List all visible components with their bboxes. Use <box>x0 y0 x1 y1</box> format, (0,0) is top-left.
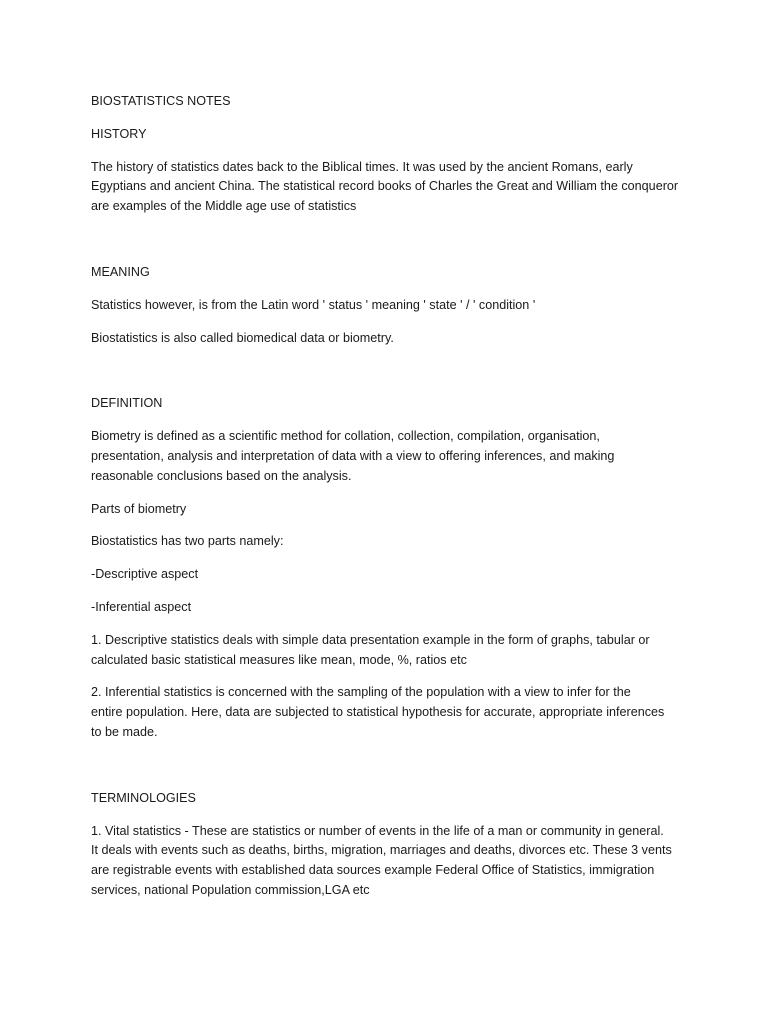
parts-heading <box>91 500 691 520</box>
text-line: Egyptians and ancient China. The statistical record books of Charles the Great and William the conqueror <box>91 179 679 194</box>
text-line: are examples of the Middle age use of statistics <box>91 199 357 214</box>
text-line: reasonable conclusions based on the analysis. <box>91 468 352 483</box>
part-descriptive <box>91 565 691 585</box>
heading-terminologies: TERMINOLOGIES <box>91 790 196 805</box>
text-line: 1. Descriptive statistics deals with simple data presentation example in the form of graphs, tabular or <box>91 632 650 647</box>
text-line: -Descriptive aspect <box>91 567 199 582</box>
heading-definition: DEFINITION <box>91 396 163 411</box>
text-line: 1. Vital statistics - These are statistics or number of events in the life of a man or community in general. <box>91 823 664 838</box>
text-line: Biometry is defined as a scientific method for collation, collection, compilation, organisation, <box>91 429 600 444</box>
text-line: It deals with events such as deaths, births, migration, marriages and deaths, divorces etc. These 3 vents <box>91 843 672 858</box>
paragraph-meaning-alias <box>91 329 691 349</box>
paragraph-descriptive <box>91 631 691 671</box>
text-line: entire population. Here, data are subjected to statistical hypothesis for accurate, appropriate inferences <box>91 705 665 720</box>
text-line: are registrable events with established data sources example Federal Office of Statistics, immigration <box>91 863 655 878</box>
heading-history: HISTORY <box>91 126 147 141</box>
text-line: Biostatistics is also called biomedical data or biometry. <box>91 330 394 345</box>
paragraph-definition <box>91 427 691 486</box>
text-line: The history of statistics dates back to the Biblical times. It was used by the ancient Romans, early <box>91 159 633 174</box>
paragraph-inferential <box>91 683 691 742</box>
text-line: to be made. <box>91 724 158 739</box>
parts-intro <box>91 532 691 552</box>
text-line: Biostatistics has two parts namely: <box>91 534 284 549</box>
heading-meaning: MEANING <box>91 264 150 279</box>
text-line: services, national Population commission,LGA etc <box>91 882 370 897</box>
document-title: BIOSTATISTICS NOTES <box>91 94 231 108</box>
text-line: calculated basic statistical measures like mean, mode, %, ratios etc <box>91 652 467 667</box>
document-content <box>91 92 691 901</box>
text-line: Statistics however, is from the Latin word ' status ' meaning ' state ' / ' condition ' <box>91 297 536 312</box>
text-line: Parts of biometry <box>91 501 187 516</box>
paragraph-vital-statistics <box>91 822 691 901</box>
text-line: 2. Inferential statistics is concerned with the sampling of the population with a view to infer for the <box>91 685 631 700</box>
text-line: -Inferential aspect <box>91 599 192 614</box>
paragraph-history <box>91 158 691 217</box>
part-inferential <box>91 598 691 618</box>
text-line: presentation, analysis and interpretation of data with a view to offering inferences, and making <box>91 448 615 463</box>
paragraph-meaning-origin <box>91 296 691 316</box>
